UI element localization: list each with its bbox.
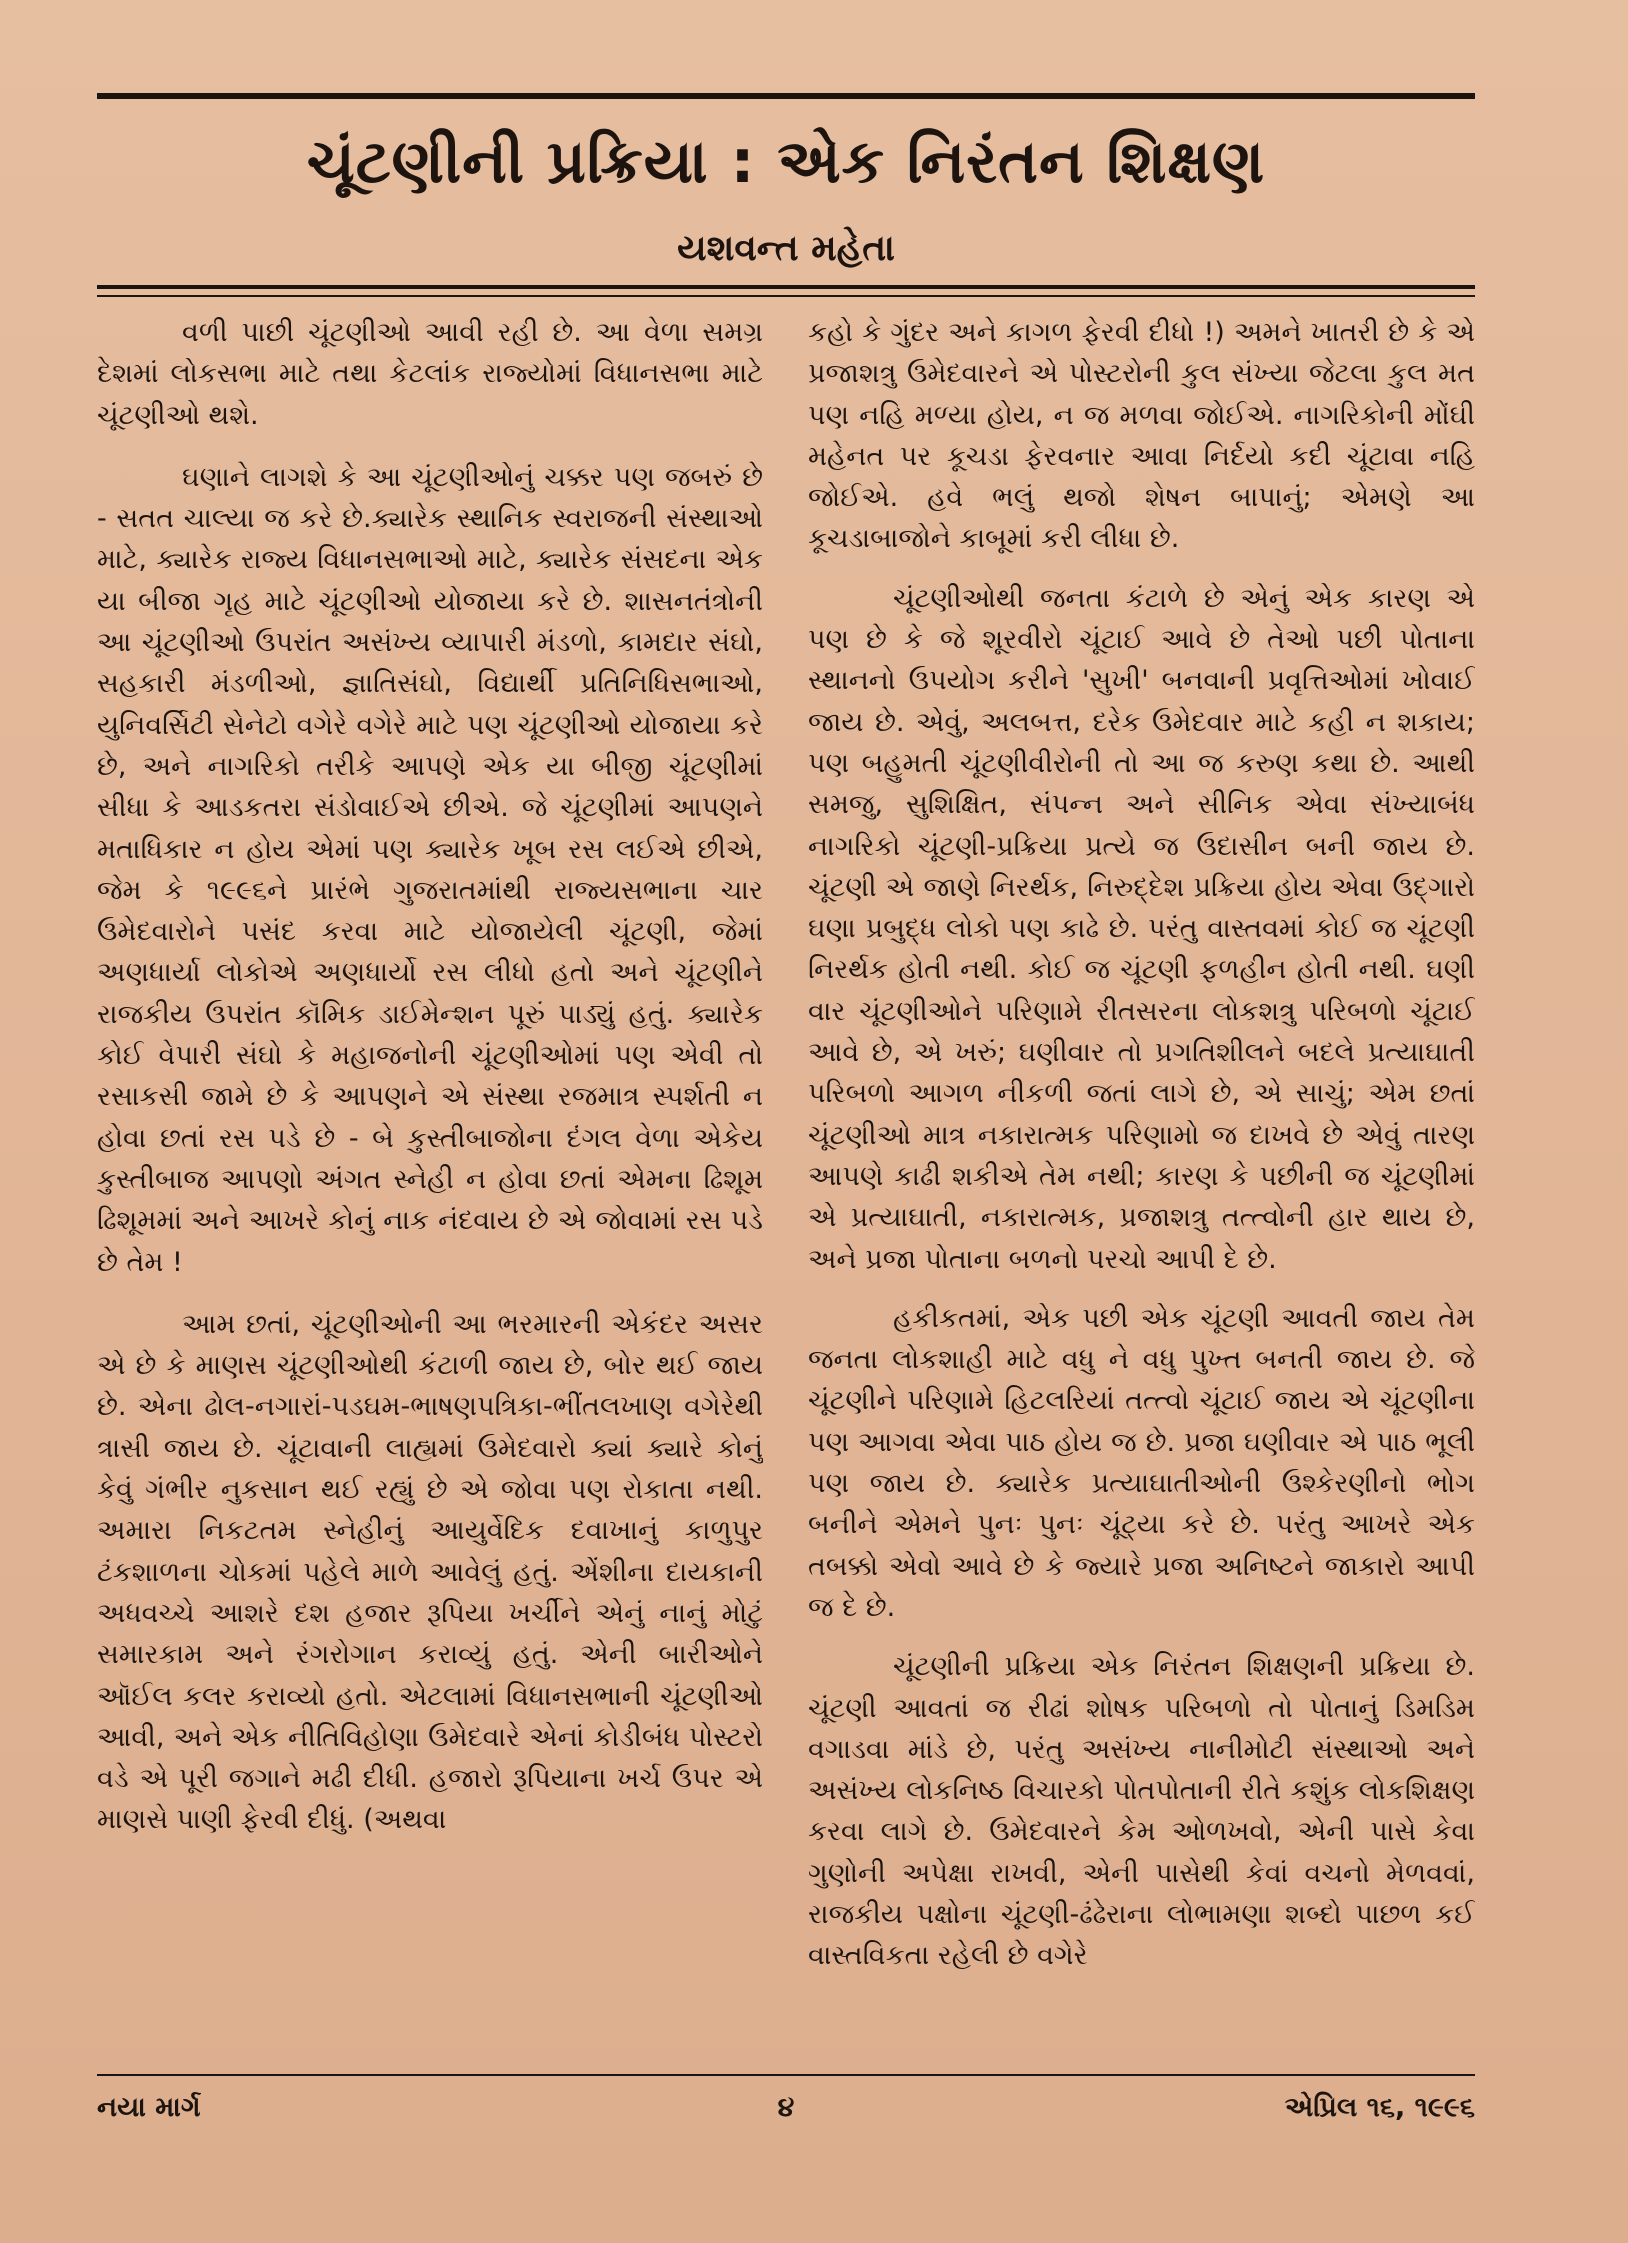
paragraph: હકીકતમાં, એક પછી એક ચૂંટણી આવતી જાય તેમ જનતા લોકશાહી માટે વધુ ને વધુ પુખ્ત બનતી જાય છે. જે ચૂંટણીને પરિણામે હિટલરિયાં તત્ત્વો ચૂંટાઈ જાય એ ચૂંટણીના પણ આગવા એવા પાઠ હોય જ છે. પ્રજા ઘણીવાર એ પાઠ ભૂલી પણ જાય છે. ક્યારેક પ્રત્યાઘાતીઓની ઉશ્કેરણીનો ભોગ બનીને એમને પુનઃ પુનઃ ચૂંટ્યા કરે છે. પરંતુ આખરે એક તબક્કો એવો આવે છે કે જ્યારે પ્રજા અનિષ્ટને જાકારો આપી જ દે છે. xyxy=(808,1302,1475,1623)
paragraph: ચૂંટણીની પ્રક્રિયા એક નિરંતન શિક્ષણની પ્રક્રિયા છે. ચૂંટણી આવતાં જ રીઢાં શોષક પરિબળો તો પોતાનું ડિમડિમ વગાડવા માંડે છે, પરંતુ અસંખ્ય નાનીમોટી સંસ્થાઓ અને અસંખ્ય લોકનિષ્ઠ વિચારકો પોતપોતાની રીતે કશુંક લોકશિક્ષણ કરવા લાગે છે. ઉમેદવારને કેમ ઓળખવો, એની પાસે કેવા ગુણોની અપેક્ષા રાખવી, એની પાસેથી કેવાં વચનો મેળવવાં, રાજકીય પક્ષોના ચૂંટણી-ઢંઢેરાના લોભામણા શબ્દો પાછળ કઈ વાસ્તવિકતા રહેલી છે વગેરે xyxy=(808,1651,1475,1972)
paragraph: આમ છતાં, ચૂંટણીઓની આ ભરમારની એકંદર અસર એ છે કે માણસ ચૂંટણીઓથી કંટાળી જાય છે, બોર થઈ જાય છે. એના ઢોલ-નગારાં-પડઘમ-ભાષણપત્રિકા-ભીંતલખાણ વગેરેથી ત્રાસી જાય છે. ચૂંટાવાની લાહ્યમાં ઉમેદવારો ક્યાં ક્યારે કોનું કેવું ગંભીર નુકસાન થઈ રહ્યું છે એ જોવા પણ રોકાતા નથી. અમારા નિકટતમ સ્નેહીનું આયુર્વેદિક દવાખાનું કાળુપુર ટંકશાળના ચોકમાં પહેલે માળે આવેલું હતું. એંશીના દાયકાની અધવચ્ચે આશરે દશ હજાર રૂપિયા ખર્ચીને એનું નાનું મોટું સમારકામ અને રંગરોગાન કરાવ્યું હતું. એની બારીઓને ઑઈલ કલર કરાવ્યો હતો. એટલામાં વિધાનસભાની ચૂંટણીઓ આવી, અને એક નીતિવિહોણા ઉમેદવારે એનાં કોડીબંધ પોસ્ટરો વડે એ પૂરી જગાને મઢી દીધી. હજારો રૂપિયાના ખર્ચ ઉપર એ માણસે પાણી ફેરવી દીધું. (અથવા xyxy=(97,1308,763,1836)
page-footer xyxy=(97,2088,1475,2128)
top-rule xyxy=(97,93,1475,99)
article-author: યશવન્ત મહેતા xyxy=(677,228,895,269)
paragraph: ઘણાને લાગશે કે આ ચૂંટણીઓનું ચક્કર પણ જબરું છે - સતત ચાલ્યા જ કરે છે.ક્યારેક સ્થાનિક સ્વરાજની સંસ્થાઓ માટે, ક્યારેક રાજ્ય વિધાનસભાઓ માટે, ક્યારેક સંસદના એક યા બીજા ગૃહ માટે ચૂંટણીઓ યોજાયા કરે છે. શાસનતંત્રોની આ ચૂંટણીઓ ઉપરાંત અસંખ્ય વ્યાપારી મંડળો, કામદાર સંઘો, સહકારી મંડળીઓ, જ્ઞાતિસંઘો, વિદ્યાર્થી પ્રતિનિધિસભાઓ, યુનિવર્સિટી સેનેટો વગેરે વગેરે માટે પણ ચૂંટણીઓ યોજાયા કરે છે, અને નાગરિકો તરીકે આપણે એક યા બીજી ચૂંટણીમાં સીધા કે આડકતરા સંડોવાઈએ છીએ. જે ચૂંટણીમાં આપણને મતાધિકાર ન હોય એમાં પણ ક્યારેક ખૂબ રસ લઈએ છીએ, જેમ કે ૧૯૯૬ને પ્રારંભે ગુજરાતમાંથી રાજ્યસભાના ચાર ઉમેદવારોને પસંદ કરવા માટે યોજાયેલી ચૂંટણી, જેમાં અણધાર્યા લોકોએ અણધાર્યો રસ લીધો હતો અને ચૂંટણીને રાજકીય ઉપરાંત કૉમિક ડાઈમેન્શન પૂરું પાડ્યું હતું. ક્યારેક કોઈ વેપારી સંઘો કે મહાજનોની ચૂંટણીઓમાં પણ એવી તો રસાકસી જામે છે કે આપણને એ સંસ્થા રજમાત્ર સ્પર્શતી ન હોવા છતાં રસ પડે છે - બે કુસ્તીબાજોના દંગલ વેળા એકેય કુસ્તીબાજ આપણો અંગત સ્નેહી ન હોવા છતાં એમના ઢિશૂમ ઢિશૂમમાં અને આખરે કોનું નાક નંદવાય છે એ જોવામાં રસ પડે છે તેમ ! xyxy=(97,461,763,1278)
article-title: ચૂંટણીની પ્રક્રિયા : એક નિરંતન શિક્ષણ xyxy=(306,127,1266,197)
footer-rule xyxy=(97,2074,1475,2076)
paragraph: વળી પાછી ચૂંટણીઓ આવી રહી છે. આ વેળા સમગ્ર દેશમાં લોકસભા માટે તથા કેટલાંક રાજ્યોમાં વિધાનસભા માટે ચૂંટણીઓ થશે. xyxy=(97,317,763,431)
left-column xyxy=(97,312,763,2042)
paragraph: ચૂંટણીઓથી જનતા કંટાળે છે એનું એક કારણ એ પણ છે કે જે શૂરવીરો ચૂંટાઈ આવે છે તેઓ પછી પોતાના સ્થાનનો ઉપયોગ કરીને 'સુખી' બનવાની પ્રવૃત્તિઓમાં ખોવાઈ જાય છે. એવું, અલબત્ત, દરેક ઉમેદવાર માટે કહી ન શકાય; પણ બહુમતી ચૂંટણીવીરોની તો આ જ કરુણ કથા છે. આથી સમજુ, સુશિક્ષિત, સંપન્ન અને સીનિક એવા સંખ્યાબંધ નાગરિકો ચૂંટણી-પ્રક્રિયા પ્રત્યે જ ઉદાસીન બની જાય છે. ચૂંટણી એ જાણે નિરર્થક, નિરુદ્દેશ પ્રક્રિયા હોય એવા ઉદ્‌ગારો ઘણા પ્રબુદ્ધ લોકો પણ કાઢે છે. પરંતુ વાસ્તવમાં કોઈ જ ચૂંટણી નિરર્થક હોતી નથી. કોઈ જ ચૂંટણી ફળહીન હોતી નથી. ઘણી વાર ચૂંટણીઓને પરિણામે રીતસરના લોકશત્રુ પરિબળો ચૂંટાઈ આવે છે, એ ખરું; ઘણીવાર તો પ્રગતિશીલને બદલે પ્રત્યાઘાતી પરિબળો આગળ નીકળી જતાં લાગે છે, એ સાચું; એમ છતાં ચૂંટણીઓ માત્ર નકારાત્મક પરિણામો જ દાખવે છે એવું તારણ આપણે કાઢી શકીએ તેમ નથી; કારણ કે પછીની જ ચૂંટણીમાં એ પ્રત્યાઘાતી, નકારાત્મક, પ્રજાશત્રુ તત્ત્વોની હાર થાય છે, અને પ્રજા પોતાના બળનો પરચો આપી દે છે. xyxy=(808,582,1475,1275)
publication-name: નયા માર્ગ xyxy=(97,2092,201,2123)
page-number: ૪ xyxy=(777,2092,795,2123)
paragraph-continued: કહો કે ગુંદર અને કાગળ ફેરવી દીધો !) અમને ખાતરી છે કે એ પ્રજાશત્રુ ઉમેદવારને એ પોસ્ટરોની કુલ સંખ્યા જેટલા કુલ મત પણ નહિ મળ્યા હોય, ન જ મળવા જોઈએ. નાગરિકોની મોંઘી મહેનત પર કૂચડા ફેરવનાર આવા નિર્દયો કદી ચૂંટાવા નહિ જોઈએ. હવે ભલું થજો શેષન બાપાનું; એમણે આ કૂચડાબાજોને કાબૂમાં કરી લીધા છે. xyxy=(808,317,1475,555)
header-rule-thin xyxy=(97,295,1475,297)
header-rule xyxy=(97,285,1475,289)
issue-date: એપ્રિલ ૧૬, ૧૯૯૬ xyxy=(1284,2092,1475,2123)
right-column xyxy=(808,312,1475,2042)
